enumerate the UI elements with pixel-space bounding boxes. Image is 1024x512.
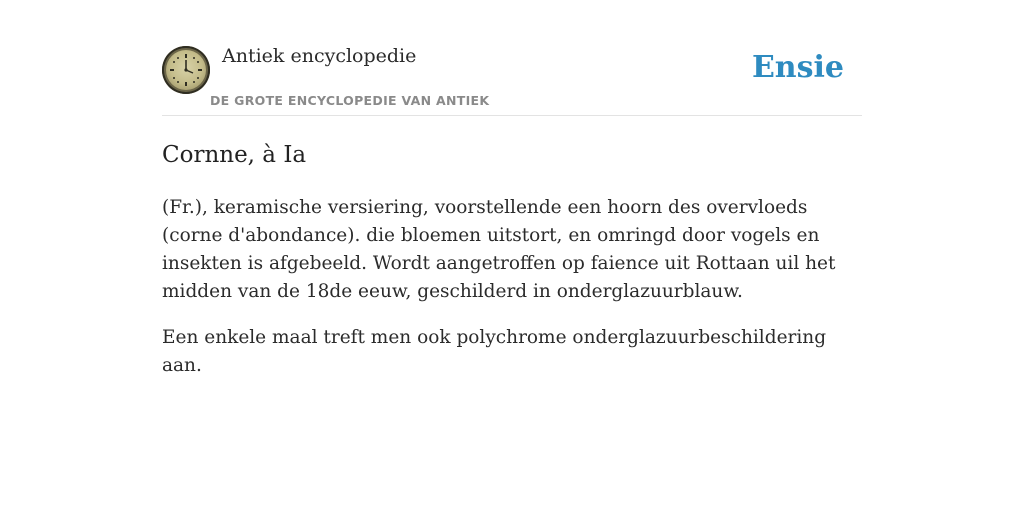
brand-logo-link[interactable]: Ensie xyxy=(751,50,844,85)
entry-title: Cornne, à Ia xyxy=(162,142,307,168)
site-subtitle: DE GROTE ENCYCLOPEDIE VAN ANTIEK xyxy=(210,93,490,108)
site-title[interactable]: Antiek encyclopedie xyxy=(222,45,417,67)
entry-article xyxy=(162,140,862,380)
antique-clock-icon[interactable] xyxy=(162,46,210,94)
entry-paragraph: (Fr.), keramische versiering, voorstellende een hoorn des overvloeds (corne d'abondance). die bloemen uitstort, en omringd door vogels en insekten is afgebeeld. Wordt aangetroffen op faience uit Rottaan uil het midden van de 18de eeuw, geschilderd in onderglazuurblauw. xyxy=(162,197,836,302)
clock-face-graphic xyxy=(162,46,210,94)
site-header xyxy=(162,0,862,116)
entry-paragraph: Een enkele maal treft men ook polychrome onderglazuurbeschildering aan. xyxy=(162,327,827,376)
content-container xyxy=(162,0,862,380)
